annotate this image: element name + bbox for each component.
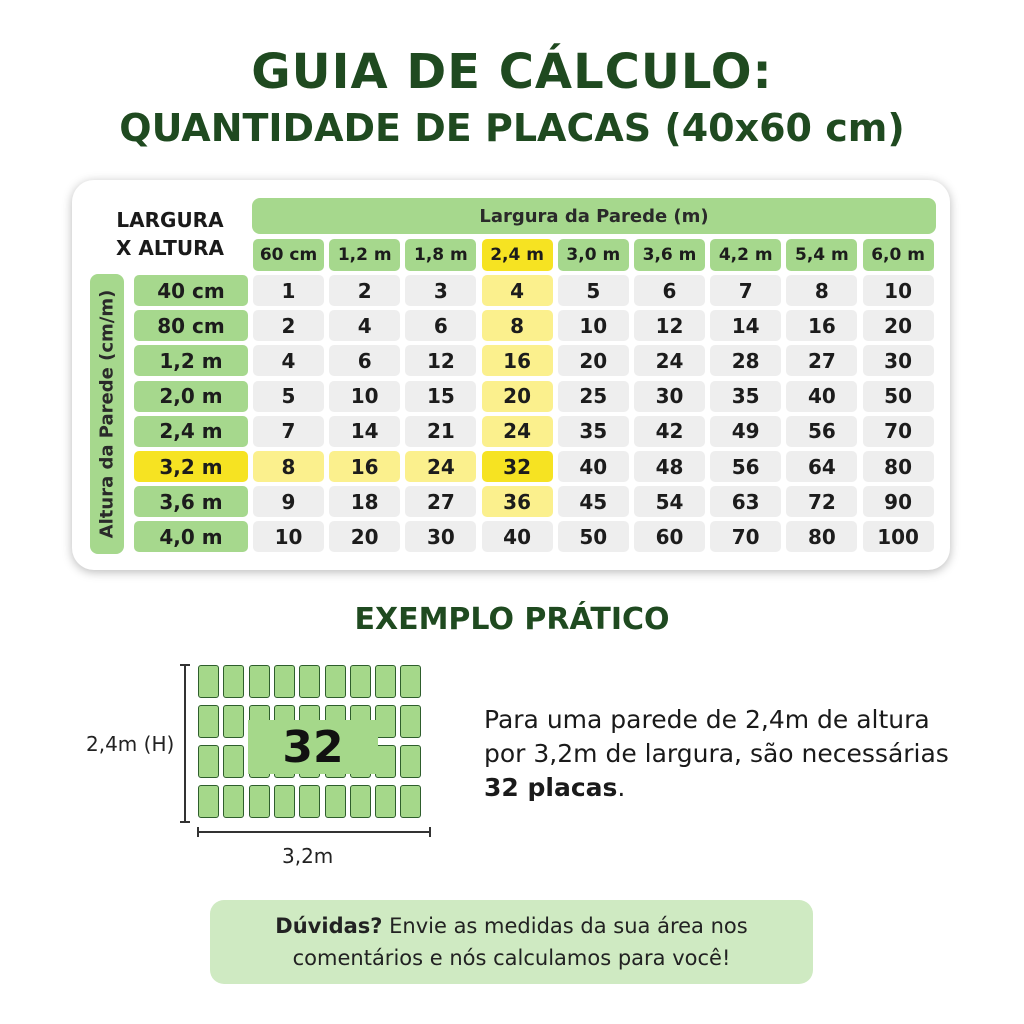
table-cell: 56 bbox=[710, 451, 781, 482]
table-cell: 20 bbox=[329, 521, 400, 552]
table-cell: 4 bbox=[329, 310, 400, 341]
column-header: 6,0 m bbox=[863, 239, 934, 271]
corner-line-1: LARGURA bbox=[116, 208, 224, 232]
height-dimension-label: 2,4m (H) bbox=[86, 732, 175, 756]
row-header: 4,0 m bbox=[134, 521, 248, 552]
table-cell: 48 bbox=[634, 451, 705, 482]
table-cell: 50 bbox=[863, 381, 934, 412]
row-header: 2,4 m bbox=[134, 416, 248, 447]
table-cell: 45 bbox=[558, 486, 629, 517]
column-header: 1,8 m bbox=[405, 239, 476, 271]
column-header: 4,2 m bbox=[710, 239, 781, 271]
table-cell: 20 bbox=[863, 310, 934, 341]
table-cell: 12 bbox=[405, 345, 476, 376]
table-cell: 8 bbox=[253, 451, 324, 482]
table-cell: 40 bbox=[482, 521, 553, 552]
table-cell: 20 bbox=[482, 381, 553, 412]
table-cell: 6 bbox=[634, 275, 705, 306]
table-cell: 10 bbox=[253, 521, 324, 552]
table-cell: 14 bbox=[329, 416, 400, 447]
row-header: 1,2 m bbox=[134, 345, 248, 376]
column-header: 3,6 m bbox=[634, 239, 705, 271]
table-cell: 4 bbox=[482, 275, 553, 306]
table-cell: 30 bbox=[634, 381, 705, 412]
example-text-part2: . bbox=[617, 773, 626, 802]
table-cell: 2 bbox=[253, 310, 324, 341]
width-dimension-label: 3,2m bbox=[282, 844, 334, 868]
table-cell: 24 bbox=[482, 416, 553, 447]
table-cell: 6 bbox=[405, 310, 476, 341]
table-cell: 27 bbox=[405, 486, 476, 517]
table-cell: 49 bbox=[710, 416, 781, 447]
table-cell: 80 bbox=[863, 451, 934, 482]
row-header: 80 cm bbox=[134, 310, 248, 341]
table-cell: 40 bbox=[558, 451, 629, 482]
table-cell: 4 bbox=[253, 345, 324, 376]
table-cell: 30 bbox=[405, 521, 476, 552]
table-cell: 64 bbox=[786, 451, 857, 482]
corner-line-2: X ALTURA bbox=[115, 236, 225, 260]
table-cell: 30 bbox=[863, 345, 934, 376]
table-cell: 15 bbox=[405, 381, 476, 412]
table-cell: 25 bbox=[558, 381, 629, 412]
column-header: 1,2 m bbox=[329, 239, 400, 271]
cta-text: Envie as medidas da sua área nos comentários e nós calculamos para você! bbox=[292, 914, 748, 970]
table-cell: 72 bbox=[786, 486, 857, 517]
table-cell: 42 bbox=[634, 416, 705, 447]
table-cell: 10 bbox=[863, 275, 934, 306]
questions-callout bbox=[210, 900, 813, 984]
page-title: GUIA DE CÁLCULO: bbox=[251, 44, 773, 100]
table-cell: 7 bbox=[710, 275, 781, 306]
table-cell: 5 bbox=[558, 275, 629, 306]
column-header: 2,4 m bbox=[482, 239, 553, 271]
table-cell: 28 bbox=[710, 345, 781, 376]
table-cell: 60 bbox=[634, 521, 705, 552]
table-cell: 56 bbox=[786, 416, 857, 447]
column-header: 5,4 m bbox=[786, 239, 857, 271]
table-cell: 35 bbox=[710, 381, 781, 412]
table-cell: 90 bbox=[863, 486, 934, 517]
table-cell: 21 bbox=[405, 416, 476, 447]
example-description bbox=[484, 703, 954, 805]
table-cell: 63 bbox=[710, 486, 781, 517]
row-header: 2,0 m bbox=[134, 381, 248, 412]
example-text-part1: Para uma parede de 2,4m de altura por 3,2m de largura, são necessárias bbox=[484, 705, 949, 768]
table-cell: 50 bbox=[558, 521, 629, 552]
table-cell: 32 bbox=[482, 451, 553, 482]
column-header: 3,0 m bbox=[558, 239, 629, 271]
width-header: Largura da Parede (m) bbox=[252, 198, 936, 234]
table-cell: 14 bbox=[710, 310, 781, 341]
example-text-bold: 32 placas bbox=[484, 773, 618, 802]
table-cell: 24 bbox=[405, 451, 476, 482]
table-cell: 18 bbox=[329, 486, 400, 517]
table-cell: 6 bbox=[329, 345, 400, 376]
table-cell: 3 bbox=[405, 275, 476, 306]
table-cell: 40 bbox=[786, 381, 857, 412]
table-cell: 36 bbox=[482, 486, 553, 517]
row-header: 40 cm bbox=[134, 275, 248, 306]
table-cell: 5 bbox=[253, 381, 324, 412]
example-heading: EXEMPLO PRÁTICO bbox=[354, 602, 670, 637]
table-cell: 1 bbox=[253, 275, 324, 306]
page-subtitle: QUANTIDADE DE PLACAS (40x60 cm) bbox=[119, 106, 905, 150]
table-cell: 7 bbox=[253, 416, 324, 447]
table-cell: 70 bbox=[710, 521, 781, 552]
table-cell: 10 bbox=[329, 381, 400, 412]
table-cell: 9 bbox=[253, 486, 324, 517]
height-header-label: Altura da Parede (cm/m) bbox=[96, 289, 118, 539]
table-cell: 54 bbox=[634, 486, 705, 517]
table-cell: 70 bbox=[863, 416, 934, 447]
column-header: 60 cm bbox=[253, 239, 324, 271]
table-cell: 10 bbox=[558, 310, 629, 341]
table-cell: 16 bbox=[482, 345, 553, 376]
table-cell: 12 bbox=[634, 310, 705, 341]
table-cell: 20 bbox=[558, 345, 629, 376]
cta-bold: Dúvidas? bbox=[275, 914, 383, 938]
table-cell: 27 bbox=[786, 345, 857, 376]
table-cell: 2 bbox=[329, 275, 400, 306]
table-cell: 100 bbox=[863, 521, 934, 552]
table-cell: 35 bbox=[558, 416, 629, 447]
table-cell: 16 bbox=[786, 310, 857, 341]
panel-count-label: 32 bbox=[248, 720, 378, 774]
table-cell: 24 bbox=[634, 345, 705, 376]
row-header: 3,2 m bbox=[134, 451, 248, 482]
table-cell: 16 bbox=[329, 451, 400, 482]
table-cell: 8 bbox=[482, 310, 553, 341]
table-cell: 8 bbox=[786, 275, 857, 306]
row-header: 3,6 m bbox=[134, 486, 248, 517]
table-cell: 80 bbox=[786, 521, 857, 552]
